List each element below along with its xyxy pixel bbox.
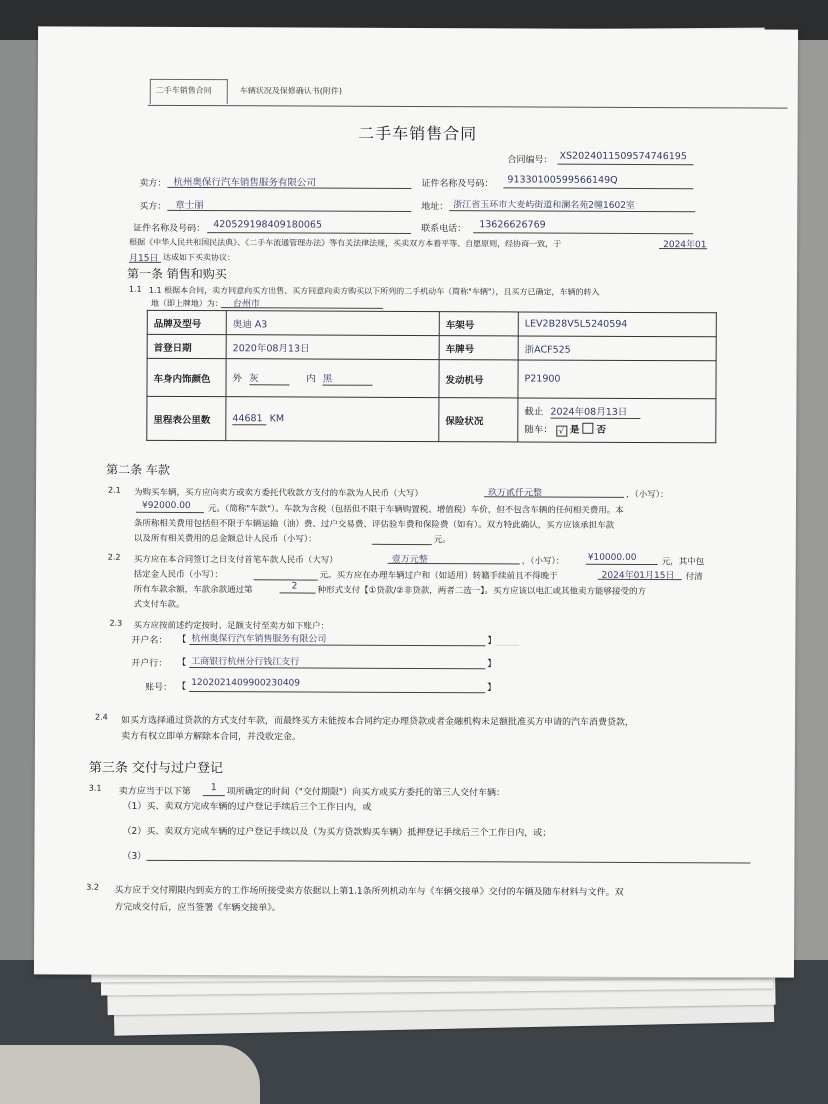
underline	[449, 210, 695, 212]
engine-value: P21900	[518, 360, 716, 399]
mileage-cell	[226, 397, 439, 442]
underline	[586, 564, 658, 565]
underline	[189, 644, 485, 646]
underline	[503, 187, 693, 189]
contract-no-label: 合同编号：	[507, 155, 553, 166]
interior-color: 黑	[323, 371, 373, 386]
insurance-until-date: 2024年08月13日	[550, 404, 640, 419]
insurance-until-label: 截止	[524, 406, 544, 418]
clause-2-1-text-a: 为购买车辆，买方应向卖方或卖方委托代收款方支付的车款为人民币（大写）	[134, 487, 424, 500]
clause-2-2-text-e: 付清	[685, 572, 703, 583]
underline	[189, 691, 485, 693]
contract-no-value: XS2024011509574746195	[559, 150, 687, 163]
plate-value: 浙ACF525	[518, 336, 716, 361]
clause-3-2-number: 3.2	[86, 882, 100, 892]
clause-1-1-text-2: 地（即上牌地）为：	[150, 298, 223, 309]
color-label: 车身内饰颜色	[147, 358, 226, 396]
underline	[189, 667, 485, 669]
clause-1-1-text: 1.1 根据本合同，卖方同意向买方出售、买方同意向卖方购买以下所列的二手机动车（简称"车辆"），且买方已确定，车辆的转入	[148, 285, 600, 297]
insurance-follow-label: 随车：	[524, 424, 553, 436]
vin-value: LEV2B28V5L5240594	[518, 312, 716, 337]
buyer-phone-value: 13626626769	[479, 219, 546, 231]
buyer-id-value: 420529198409180065	[213, 219, 323, 231]
article-2-heading: 第二条 车款	[106, 462, 170, 477]
clause-3-1-item: 1	[210, 782, 217, 794]
contract-title: 二手车销售合同	[358, 123, 478, 144]
bank-label: 开户行：	[131, 658, 168, 669]
seller-label: 卖方：	[139, 178, 167, 189]
registration-place: 台州市	[232, 299, 260, 310]
preamble-text-2: 达成如下买卖协议：	[163, 252, 236, 263]
account-number-label: 账号：	[145, 682, 173, 693]
preamble-text: 根据《中华人民共和国民法典》、《二手车流通管理办法》等有关法律法规，买卖双方本着平等、自愿原则，经协商一致，于	[129, 237, 562, 249]
knee-background	[0, 1045, 260, 1104]
clause-2-2-small-label: ，（小写）：	[521, 556, 565, 567]
bracket-right: 】	[487, 683, 497, 694]
clause-1-1-number: 1.1	[128, 284, 142, 294]
clause-2-1-text-c: 条所称相关费用包括但不限于车辆运输（油）费、过户交易费、评估验车费和保险费（如有）。双方特此确认，买方应该承担车款	[133, 518, 615, 531]
buyer-address-value: 浙江省玉环市大麦屿街道和澜名苑2幢1602室	[453, 200, 635, 211]
underline	[136, 512, 204, 513]
clause-2-2-text-f: 所有车款余额，车款余款通过第	[133, 584, 253, 596]
clause-2-4-text-a: 如买方选择通过贷款的方式支付车款，而最终买方未能按本合同约定办理贷款或者金融机构未足额批准买方申请的汽车消费贷款，	[121, 715, 635, 728]
underline	[659, 248, 707, 249]
clause-2-2-text-a: 买方应在本合同签订之日支付首笔车款人民币（大写）	[133, 554, 338, 566]
delivery-option-3: （3）	[122, 851, 147, 862]
clause-3-2-text-b: 方完成交付后，应当签署《车辆交接单》。	[114, 902, 281, 914]
bracket-left: 【	[177, 634, 187, 645]
delivery-option-2: （2）买、卖双方完成车辆的过户登记手续以及（为买方贷款购买车辆）抵押登记手续后三个工作日内，或；	[122, 826, 552, 839]
clause-3-1-number: 3.1	[88, 783, 102, 793]
bracket-left: 【	[177, 657, 187, 668]
mileage-unit: KM	[269, 412, 285, 424]
account-name-label: 开户名：	[131, 635, 168, 646]
engine-label: 发动机号	[439, 360, 518, 398]
clause-2-2-amount: ¥10000.00	[587, 552, 637, 563]
first-registration-value: 2020年08月13日	[226, 335, 439, 360]
underline	[146, 860, 750, 864]
underline	[254, 579, 318, 580]
seller-value: 杭州奥保行汽车销售服务有限公司	[173, 176, 316, 189]
clause-3-2-text-a: 买方应于交付期限内到卖方的工作场所接受卖方依据以上第1.1条所列机动车与《车辆交接单》交付的车辆及随车材料与文件。双	[114, 885, 624, 898]
plate-label: 车牌号	[439, 336, 518, 360]
underline	[372, 544, 432, 545]
clause-2-3-text: 买方应按前述约定按时、足额支付至卖方如下账户：	[133, 620, 329, 632]
tab-vehicle-confirmation: 车辆状况及保修确认书(附件)	[239, 86, 343, 96]
brand-value: 奥迪 A3	[226, 311, 439, 336]
header-rule	[148, 105, 788, 109]
bleed-through-text: ———	[495, 640, 520, 650]
clause-2-2-number: 2.2	[107, 552, 121, 562]
bracket-right: 】	[487, 659, 497, 670]
checkbox-no[interactable]	[582, 423, 593, 434]
seller-id-value: 91330100599566149Q	[507, 174, 618, 186]
bank-value: 工商银行杭州分行钱江支行	[191, 657, 300, 668]
account-name-value: 杭州奥保行汽车销售服务有限公司	[191, 634, 327, 645]
insurance-cell	[518, 398, 716, 443]
underline	[207, 232, 411, 234]
bracket-left: 【	[177, 681, 187, 692]
checkbox-yes[interactable]: √	[556, 426, 567, 437]
clause-2-4-number: 2.4	[95, 712, 108, 722]
mileage-label: 里程表公里数	[147, 396, 226, 440]
buyer-label: 买方：	[139, 201, 167, 212]
clause-2-1-text-d: 以及所有相关费用的总金额总计人民币（小写）：	[133, 533, 317, 545]
buyer-id-label: 证件名称及号码：	[133, 223, 206, 235]
exterior-prefix: 外	[232, 373, 243, 385]
clause-2-1-amount-cn: 玖万贰仟元整	[488, 488, 543, 499]
clause-2-3-number: 2.3	[109, 618, 123, 628]
underline	[167, 187, 411, 189]
account-number-value: 1202021409900230409	[191, 678, 301, 689]
underline	[167, 210, 411, 212]
clause-2-2-text-c: 括定金人民币（小写）：	[133, 569, 223, 581]
brand-label: 品牌及型号	[147, 310, 226, 334]
insurance-label: 保险状况	[439, 398, 518, 442]
buyer-address-label: 地址：	[421, 202, 449, 213]
buyer-value: 章士丽	[175, 199, 204, 212]
clause-2-2-method: 2	[291, 581, 298, 592]
clause-2-2-amount-cn: 壹万元整	[391, 554, 428, 566]
article-1-heading: 第一条 销售和购买	[126, 266, 227, 282]
underline	[473, 232, 693, 234]
preamble-date-part2: 月15日	[129, 253, 159, 264]
clause-2-2-text-g: 种形式支付【①贷款/②非贷款，两者二选一】。买方应该以电汇或其他卖方能够接受的方	[317, 585, 646, 598]
yes-label: 是	[569, 424, 580, 436]
exterior-color: 灰	[249, 370, 289, 385]
vin-label: 车架号	[439, 312, 518, 336]
buyer-phone-label: 联系电话：	[421, 224, 467, 235]
first-registration-label: 首登日期	[147, 334, 226, 358]
clause-2-1-text-e: 元。	[433, 535, 451, 546]
underline	[280, 592, 316, 593]
underline	[129, 262, 161, 263]
color-cell	[226, 359, 439, 398]
clause-2-1-amount: ¥92000.00	[141, 500, 191, 512]
interior-prefix: 内	[306, 373, 316, 385]
no-label: 否	[596, 424, 607, 436]
mileage-value: 44681	[232, 413, 266, 425]
underline	[557, 164, 693, 166]
vehicle-info-table	[146, 310, 717, 443]
delivery-option-1: （1）买、卖双方完成车辆的过户登记手续后三个工作日内，或	[122, 801, 372, 813]
bracket-right: 】	[487, 636, 497, 647]
underline	[203, 795, 225, 796]
clause-2-2-text-b: 元，其中包	[661, 557, 705, 568]
clause-2-1-small-label: ，（小写）：	[626, 489, 669, 501]
contract-page	[34, 26, 798, 977]
clause-2-2-text-d: 元。买方应在办理车辆过户和（如适用）转籍手续前且不得晚于	[319, 570, 558, 582]
tab-contract: 二手车销售合同	[155, 85, 212, 96]
article-3-heading: 第三条 交付与过户登记	[88, 760, 224, 777]
clause-3-1-text-b: 项所确定的时间（"交付期限"）向买方或买方委托的第三人交付车辆：	[226, 787, 506, 799]
clause-2-4-text-b: 卖方有权立即单方解除本合同，并没收定金。	[120, 731, 302, 743]
preamble-date-part1: 2024年01	[663, 240, 707, 251]
clause-2-2-date: 2024年01月15日	[601, 570, 675, 582]
clause-2-1-number: 2.1	[108, 485, 121, 495]
seller-id-label: 证件名称及号码：	[421, 179, 494, 190]
clause-3-1-text-a: 卖方应当于以下第	[118, 786, 191, 798]
clause-2-2-text-h: 式支付车款。	[133, 599, 185, 610]
clause-2-1-text-b: 元。（简称"车款"）。车款为含税（包括但不限于车辆购置税、增值税）车价，但不包含车辆的任何相关费用。本	[207, 504, 624, 516]
